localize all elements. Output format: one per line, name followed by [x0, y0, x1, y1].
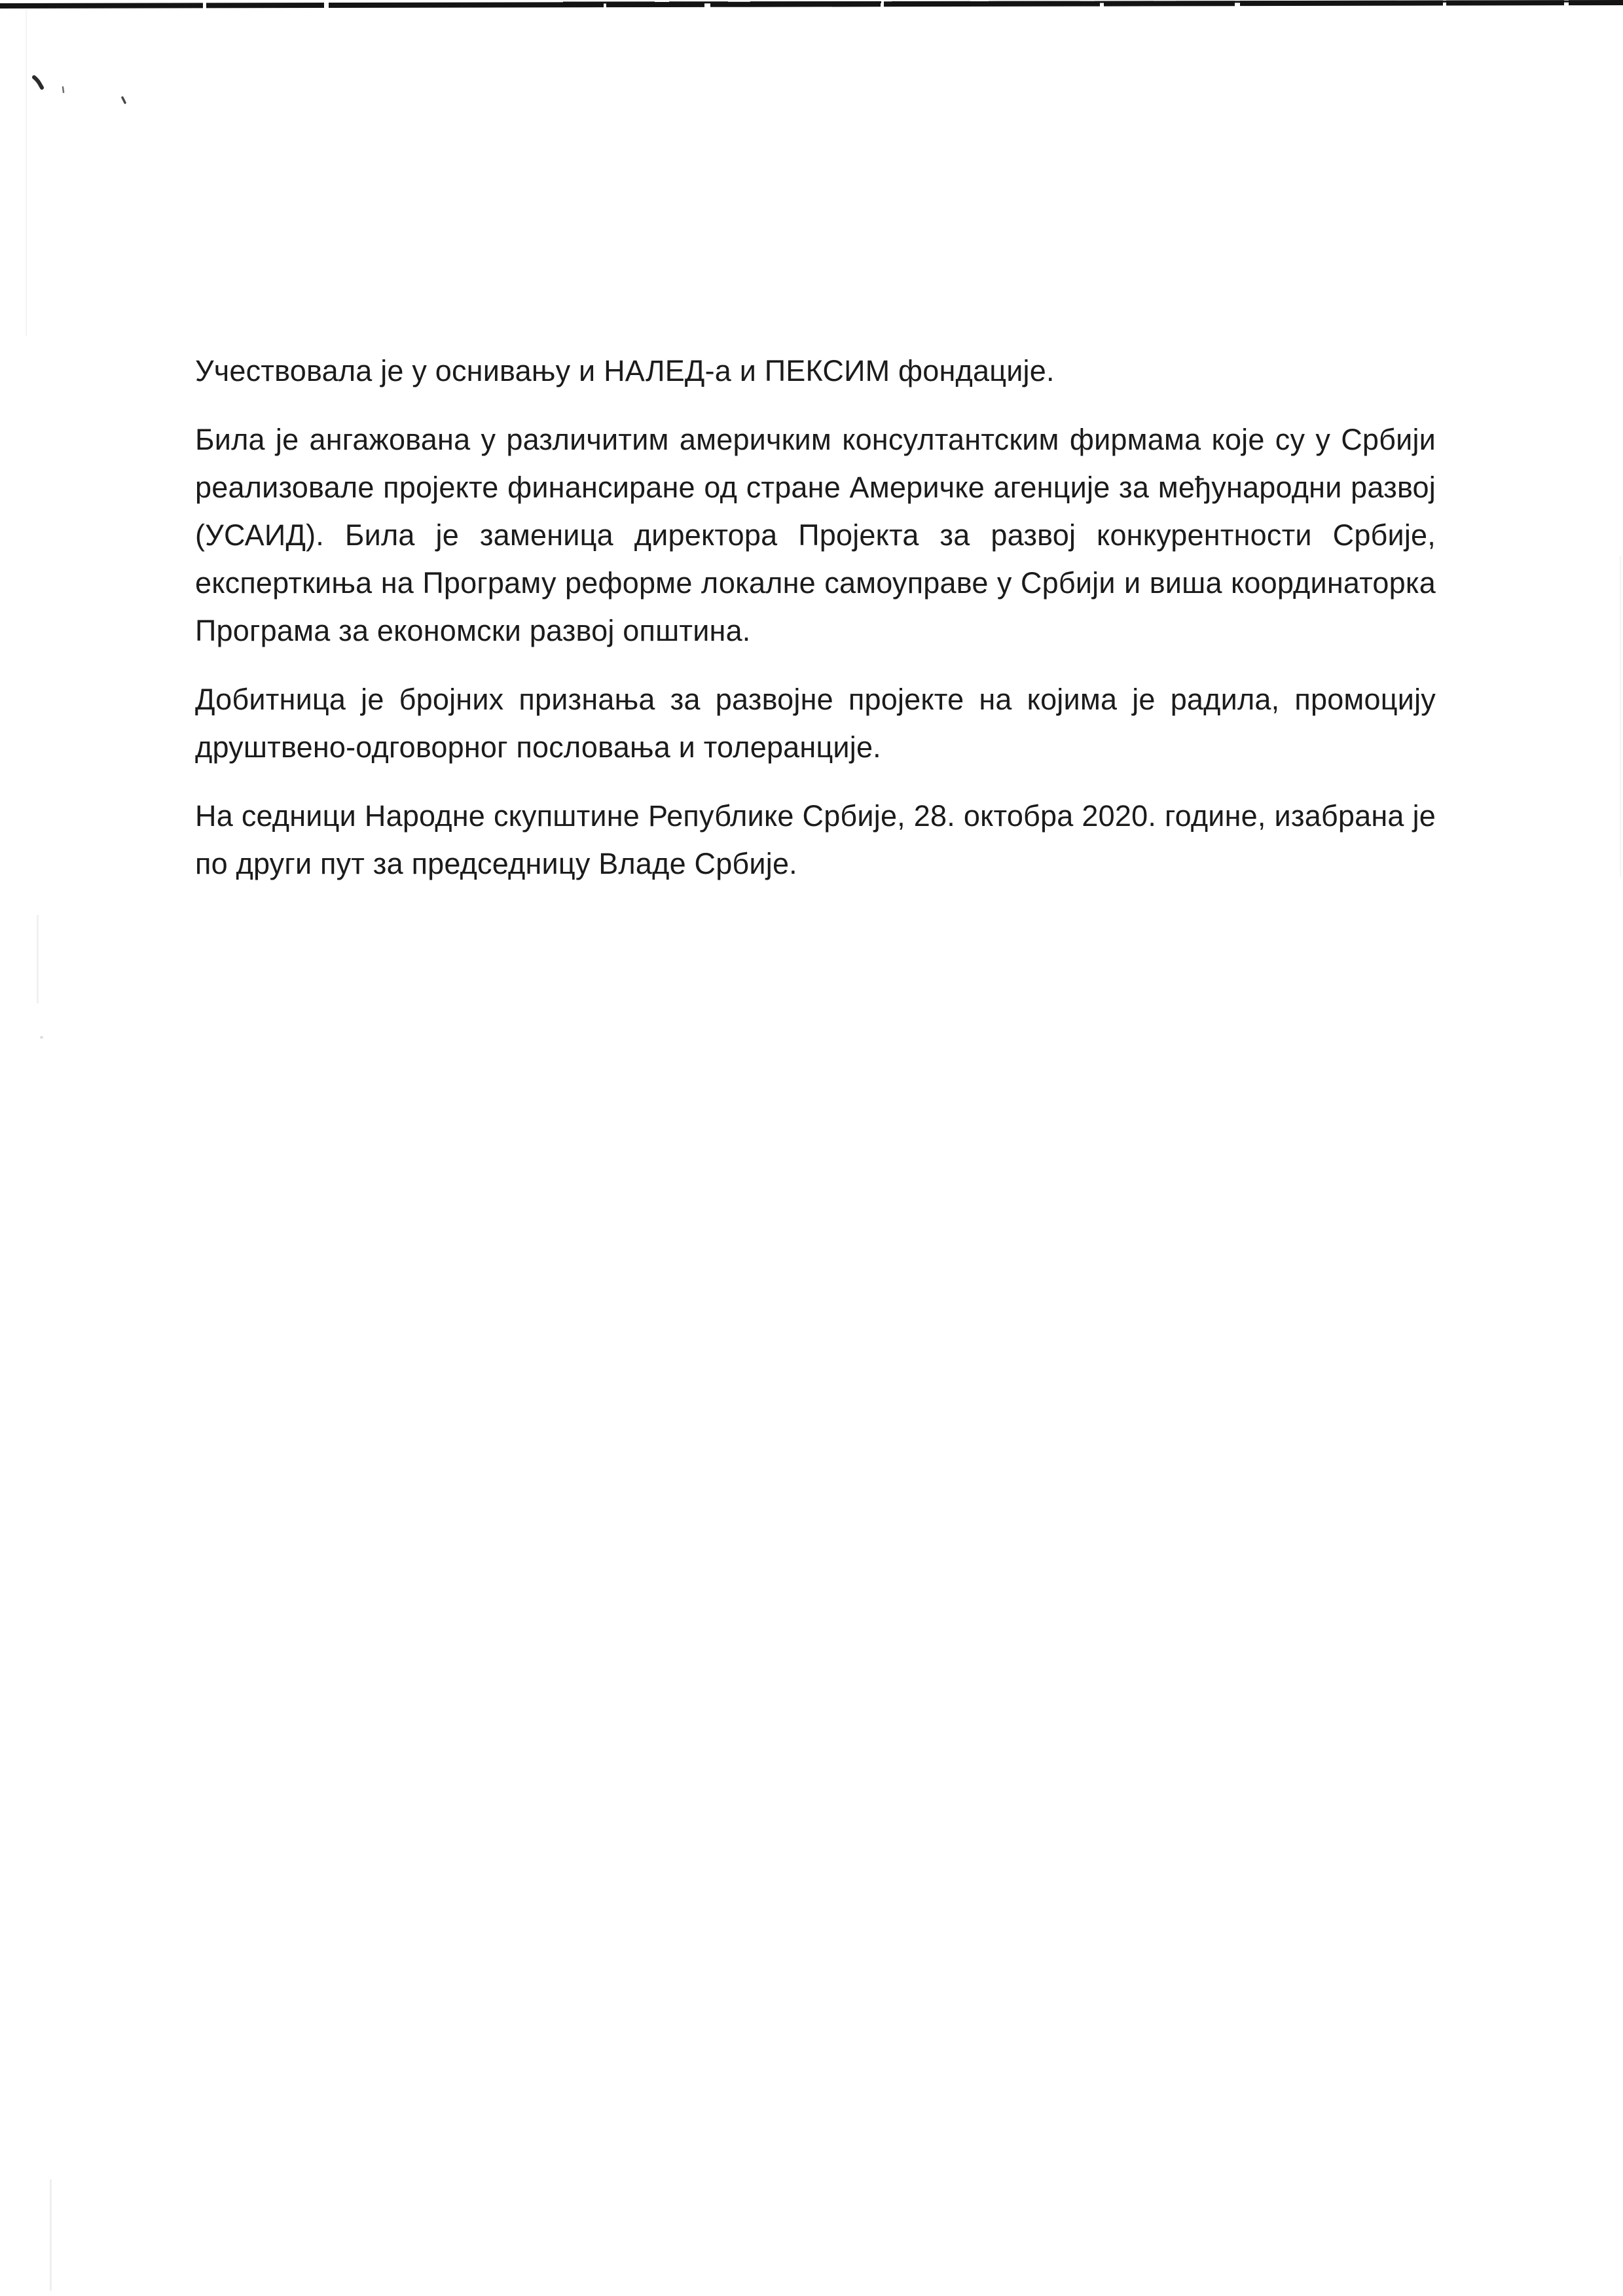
scan-streak	[1620, 556, 1621, 877]
document-text	[195, 347, 1436, 908]
pen-mark-dot	[63, 87, 64, 92]
paragraph-1	[195, 347, 1436, 395]
text-line: реализовале пројекте финансиране од стране Америчке агенције за међународни развој	[195, 471, 1436, 504]
paragraph-3	[195, 675, 1436, 771]
text-line: Учествовала је у оснивању и НАЛЕД-а и ПЕКСИМ фондације.	[195, 354, 1055, 387]
paragraph-2	[195, 416, 1436, 655]
text-line: Програма за економски развој општина.	[195, 614, 751, 647]
text-line: по други пут за председницу Владе Србије.	[195, 847, 797, 880]
text-line: експерткиња на Програму реформе локалне самоуправе у Србији и виша координаторка	[195, 566, 1436, 600]
pen-mark-comma	[122, 98, 125, 103]
text-line: друштвено-одговорног пословања и толеранције.	[195, 730, 881, 764]
scan-speck	[40, 1036, 43, 1039]
scan-top-edge-line	[0, 0, 1623, 12]
text-line: На седници Народне скупштине Републике Србије, 28. октобра 2020. године, изабрана је	[195, 799, 1436, 833]
scan-streak	[26, 9, 27, 336]
text-line: (УСАИД). Била је заменица директора Пројекта за развој конкурентности Србије,	[195, 518, 1436, 552]
scan-streak	[37, 915, 39, 1003]
text-line: Била је ангажована у различитим америчким консултантским фирмама које су у Србији	[195, 423, 1436, 456]
scan-streak	[50, 2179, 52, 2291]
paragraph-4	[195, 792, 1436, 888]
text-line: Добитница је бројних признања за развојне пројекте на којима је радила, промоцију	[195, 683, 1436, 716]
pen-mark-stroke	[34, 77, 42, 88]
